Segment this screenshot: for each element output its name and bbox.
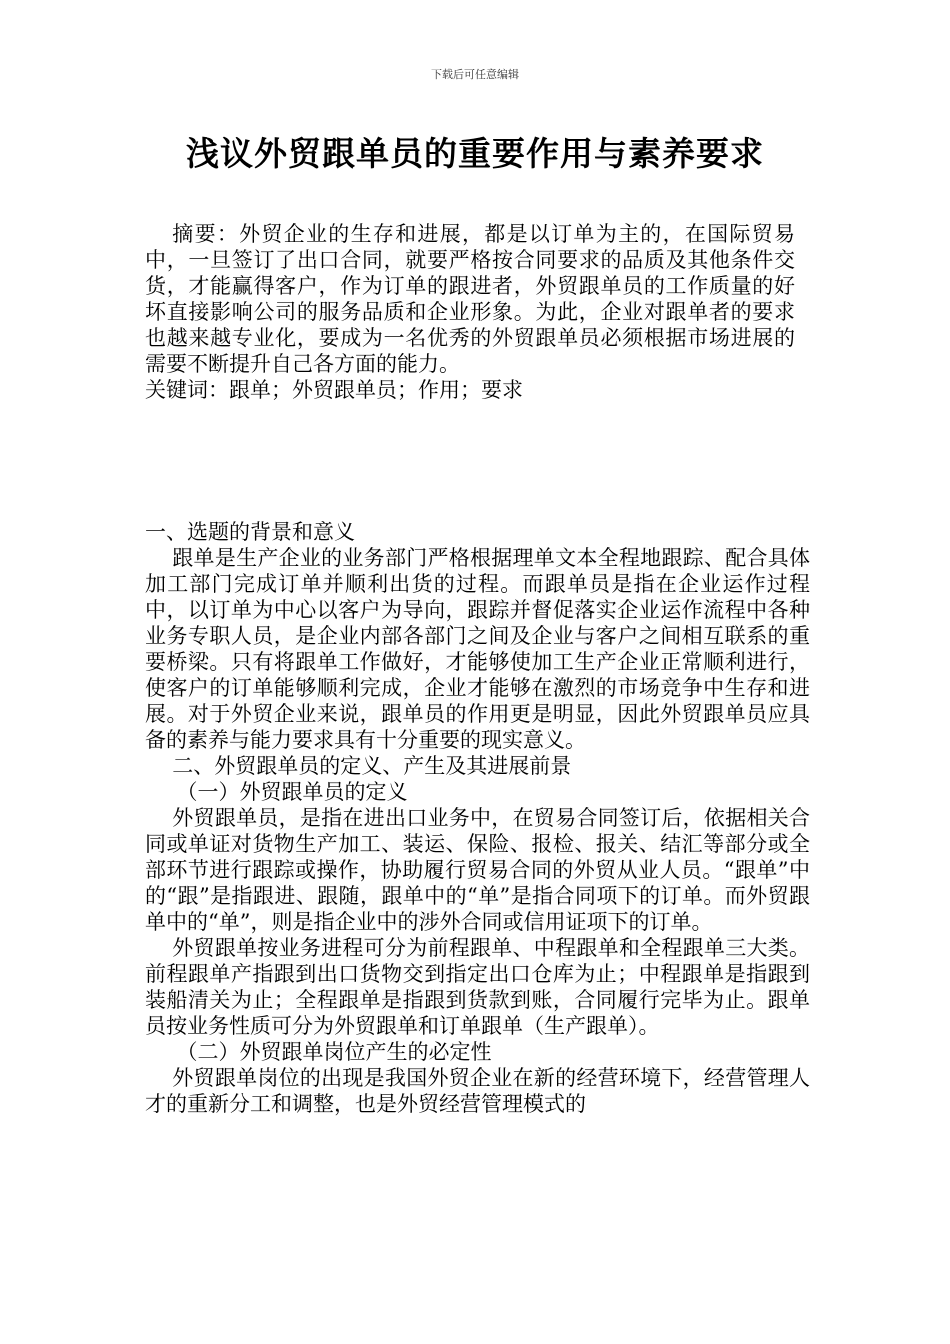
section-heading-1: 一、选题的背景和意义: [145, 520, 355, 544]
paragraph-classification: 外贸跟单按业务进程可分为前程跟单、中程跟单和全程跟单三大类。前程跟单产指跟到出口货物交到指定出口仓库为止；中程跟单是指跟到装船清关为止；全程跟单是指跟到货款到账，合同履行完毕为止。跟单员按业务性质可分为外贸跟单和订单跟单（生产跟单）。: [145, 936, 810, 1038]
subsection-heading-2-2: （二）外贸跟单岗位产生的必定性: [176, 1040, 492, 1064]
abstract-section: [145, 221, 795, 403]
body-section: [145, 519, 810, 1117]
abstract-text: 摘要：外贸企业的生存和进展，都是以订单为主的，在国际贸易中，一旦签订了出口合同，就要严格按合同要求的品质及其他条件交货，才能赢得客户，作为订单的跟进者，外贸跟单员的工作质量的好坏直接影响公司的服务品质和企业形象。为此，企业对跟单者的要求也越来越专业化，要成为一名优秀的外贸跟单员必须根据市场进展的需要不断提升自己各方面的能力。: [145, 222, 795, 376]
paragraph-necessity: 外贸跟单岗位的出现是我国外贸企业在新的经营环境下，经营管理人才的重新分工和调整，也是外贸经营管理模式的: [145, 1066, 810, 1116]
document-title: 浅议外贸跟单员的重要作用与素养要求: [186, 134, 764, 173]
header-note: 下载后可任意编辑: [431, 68, 519, 81]
keywords-text: 关键词：跟单；外贸跟单员；作用；要求: [145, 378, 523, 402]
section-heading-2: 二、外贸跟单员的定义、产生及其进展前景: [172, 754, 572, 778]
subsection-heading-2-1: （一）外贸跟单员的定义: [176, 780, 408, 804]
paragraph-background: 跟单是生产企业的业务部门严格根据理单文本全程地跟踪、配合具体加工部门完成订单并顺利出货的过程。而跟单员是指在企业运作过程中，以订单为中心以客户为导向，跟踪并督促落实企业运作流程中各种业务专职人员，是企业内部各部门之间及企业与客户之间相互联系的重要桥梁。只有将跟单工作做好，才能够使加工生产企业正常顺利进行，使客户的订单能够顺利完成，企业才能够在激烈的市场竞争中生存和进展。对于外贸企业来说，跟单员的作用更是明显，因此外贸跟单员应具备的素养与能力要求具有十分重要的现实意义。: [145, 546, 810, 752]
paragraph-definition: 外贸跟单员，是指在进出口业务中，在贸易合同签订后，依据相关合同或单证对货物生产加工、装运、保险、报检、报关、结汇等部分或全部环节进行跟踪或操作，协助履行贸易合同的外贸从业人员。“跟单”中的“跟”是指跟进、跟随，跟单中的“单”是指合同项下的订单。而外贸跟单中的“单”，则是指企业中的涉外合同或信用证项下的订单。: [145, 806, 810, 934]
